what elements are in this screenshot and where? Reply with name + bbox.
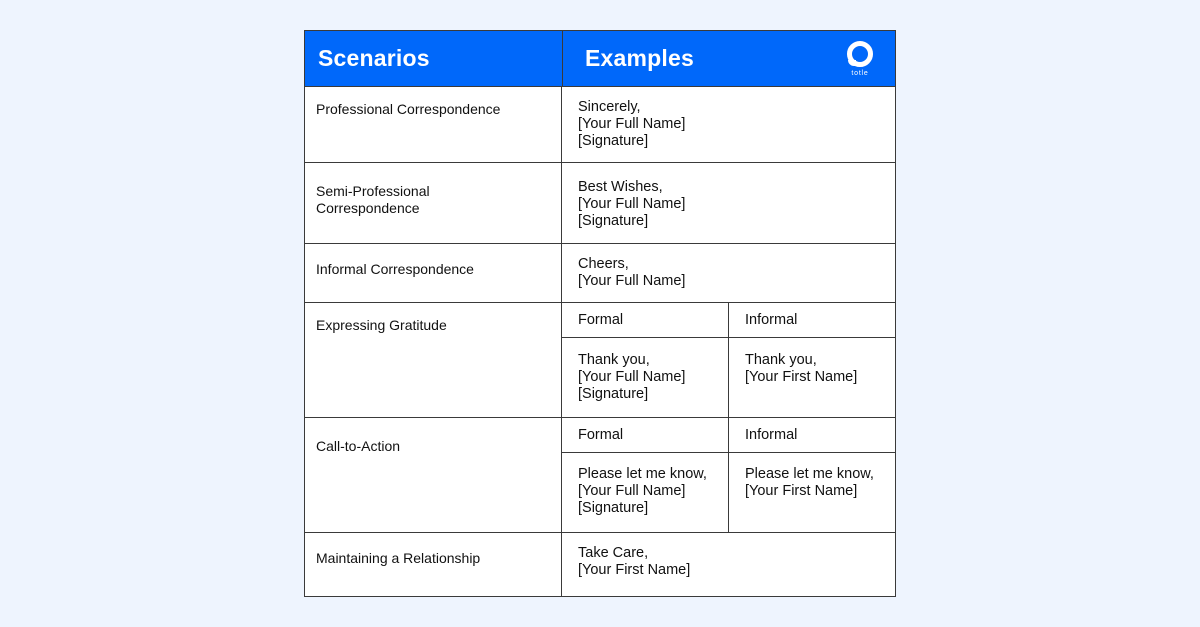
scenario-cell: Informal Correspondence — [305, 244, 562, 302]
logo-text: totle — [851, 70, 869, 77]
example-line: [Your First Name] — [745, 483, 858, 499]
table-row — [305, 244, 895, 303]
example-line: Please let me know, — [745, 466, 874, 482]
scenario-cell: Professional Correspondence — [305, 87, 562, 162]
informal-example — [729, 453, 895, 532]
scenario-cell: Maintaining a Relationship — [305, 533, 562, 596]
example-line: Sincerely, — [578, 99, 641, 115]
example-line: [Your First Name] — [745, 369, 858, 385]
email-signoff-table — [304, 30, 896, 597]
table-header — [305, 31, 895, 87]
example-line: Thank you, — [578, 352, 650, 368]
example-subtable — [562, 418, 895, 532]
header-scenarios: Scenarios — [318, 45, 430, 71]
scenario-text: Semi-Professional Correspondence — [316, 183, 430, 216]
example-line: [Your Full Name] — [578, 483, 686, 499]
scenario-cell — [305, 163, 562, 243]
example-line: [Signature] — [578, 213, 649, 229]
scenario-cell: Expressing Gratitude — [305, 303, 562, 417]
example-line: [Your Full Name] — [578, 116, 686, 132]
header-divider — [562, 31, 563, 87]
example-line: [Your First Name] — [578, 562, 691, 578]
informal-label: Informal — [745, 427, 798, 443]
subtable-header — [562, 303, 895, 338]
table-row — [305, 533, 895, 596]
example-line: Thank you, — [745, 352, 817, 368]
table-row — [305, 163, 895, 244]
table-row — [305, 418, 895, 533]
example-line: [Your Full Name] — [578, 273, 686, 289]
example-line: [Your Full Name] — [578, 196, 686, 212]
example-cell — [562, 87, 895, 162]
example-cell — [562, 163, 895, 243]
table-row — [305, 303, 895, 418]
speech-bubble-icon — [847, 41, 873, 67]
example-line: [Signature] — [578, 500, 649, 516]
example-line: Take Care, — [578, 545, 649, 561]
example-line: Best Wishes, — [578, 179, 663, 195]
example-cell — [562, 244, 895, 302]
totle-logo — [842, 41, 876, 77]
example-subtable — [562, 303, 895, 417]
example-line: Please let me know, — [578, 466, 707, 482]
header-examples: Examples — [585, 45, 694, 71]
informal-label: Informal — [745, 312, 798, 328]
example-line: Cheers, — [578, 256, 629, 272]
subtable-body — [562, 453, 895, 532]
formal-example — [562, 338, 729, 417]
subtable-header — [562, 418, 895, 453]
formal-label: Formal — [562, 418, 729, 452]
example-line: [Your Full Name] — [578, 369, 686, 385]
table-row — [305, 87, 895, 163]
example-line: [Signature] — [578, 386, 649, 402]
scenario-cell: Call-to-Action — [305, 418, 562, 532]
subtable-body — [562, 338, 895, 417]
formal-label: Formal — [562, 303, 729, 337]
informal-example — [729, 338, 895, 417]
example-cell — [562, 533, 895, 596]
formal-example — [562, 453, 729, 532]
example-line: [Signature] — [578, 133, 649, 149]
